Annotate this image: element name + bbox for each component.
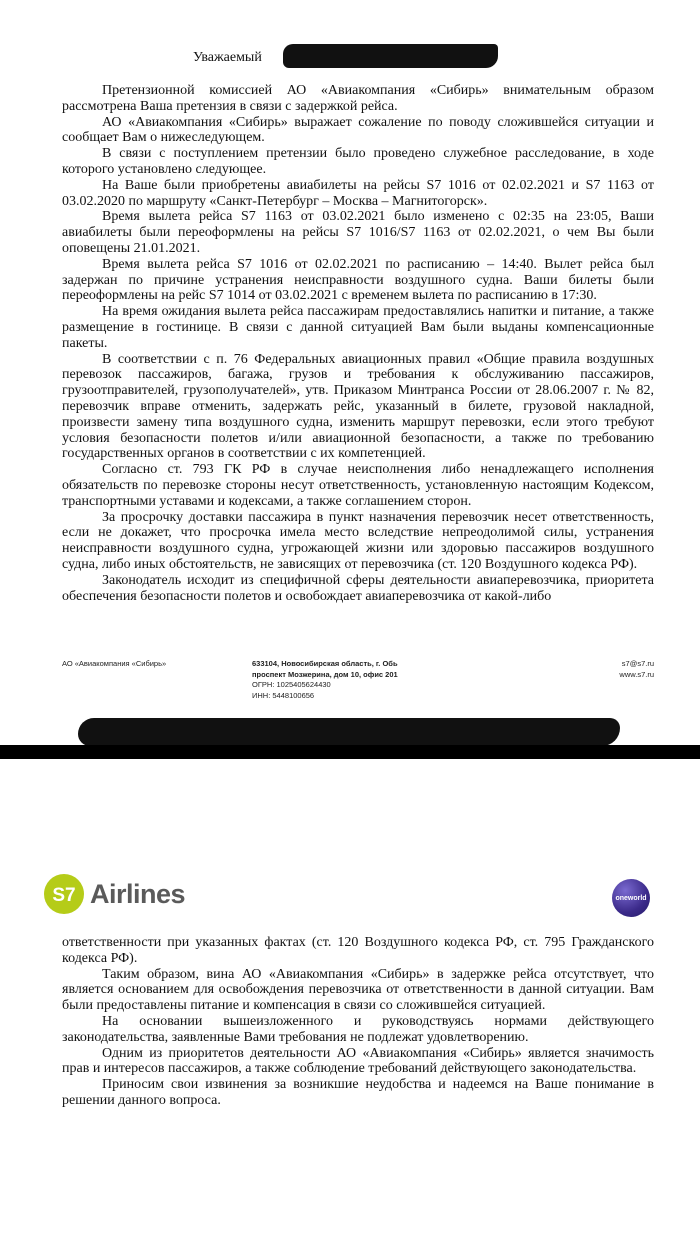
paragraph: На Ваше были приобретены авиабилеты на рейсы S7 1016 от 02.02.2021 и S7 1163 от 03.02.2020 по маршруту «Санкт-Петербург – Москва – Магнитогорск». — [62, 177, 654, 209]
s7-logo-icon — [44, 874, 84, 914]
paragraph-continuation: ответственности при указанных фактах (ст. 120 Воздушного кодекса РФ, ст. 795 Гражданского кодекса РФ). — [62, 935, 654, 966]
footer-email[interactable]: s7@s7.ru — [621, 659, 654, 668]
paragraph: В связи с поступлением претензии было проведено служебное расследование, в ходе которого установлено следующее. — [62, 146, 654, 177]
footer-inn: ИНН: 5448100656 — [252, 690, 315, 700]
s7-airlines-logo — [44, 874, 185, 914]
paragraph: На основании вышеизложенного и руководствуясь нормами действующего законодательства, заявленные Вами требования не подлежат удовлетворению. — [62, 1013, 654, 1045]
paragraph: АО «Авиакомпания «Сибирь» выражает сожаление по поводу сложившейся ситуации и сообщает Вам о нижеследующем. — [62, 114, 654, 146]
footer-company: АО «Авиакомпания «Сибирь» — [62, 659, 167, 668]
footer-address-line1: 633104, Новосибирская область, г. Обь — [252, 659, 398, 668]
paragraph: Время вылета рейса S7 1016 от 02.02.2021 по расписанию – 14:40. Вылет рейса был задержан по причине устранения неисправности воздушного судна. Ваши билеты были переоформлены на рейс S7 1014 от 03.02.2021 с временем вылета по расписанию в 17:30. — [62, 256, 654, 304]
letter-body-page-1 — [62, 83, 654, 604]
footer-ogrn: ОГРН: 1025405624430 — [252, 680, 331, 689]
footer-address — [252, 659, 398, 701]
footer-website[interactable]: www.s7.ru — [619, 669, 654, 679]
logo-text: Airlines — [90, 878, 186, 909]
footer-contacts — [619, 659, 654, 680]
oneworld-logo-icon — [612, 879, 650, 917]
redacted-signature — [78, 718, 620, 746]
paragraph: На время ожидания вылета рейса пассажирам предоставлялись напитки и питание, а также размещение в гостинице. В связи с данной ситуацией Вам были выданы компенсационные пакеты. — [62, 304, 654, 351]
redacted-recipient-name — [283, 44, 498, 68]
paragraph: Претензионной комиссией АО «Авиакомпания «Сибирь» внимательным образом рассмотрена Ваша претензия в связи с задержкой рейса. — [62, 83, 654, 114]
salutation: Уважаемый — [193, 50, 262, 65]
paragraph: Время вылета рейса S7 1163 от 03.02.2021 было изменено с 02:35 на 23:05, Ваши авиабилеты были переоформлены на рейсы S7 1016/S7 1163 от 02.02.2021, о чем Вы были оповещены 21.01.2021. — [62, 209, 654, 256]
paragraph: Согласно ст. 793 ГК РФ в случае неисполнения либо ненадлежащего исполнения обязательств по перевозке стороны несут ответственность, установленную настоящим Кодексом, транспортными уставами и кодексами, а также соглашением сторон. — [62, 462, 654, 509]
alliance-label: oneworld — [615, 894, 647, 902]
footer-address-line2: проспект Мозжерина, дом 10, офис 201 — [252, 669, 398, 679]
paragraph: В соответствии с п. 76 Федеральных авиационных правил «Общие правила воздушных перевозок пассажиров, багажа, грузов и требования к обслуживанию пассажиров, грузоотправителей, грузополучателей», утв. Приказом Минтранса России от 28.06.2007 г. № 82, перевозчик вправе отменить, задержать рейс, указанный в билете, грузовой накладной, произвести замену типа воздушного судна, изменить маршрут перевозки, если этого требуют условия безопасности полетов и/или авиационной безопасности, а также по требованию государственных органов в соответствии с их компетенцией. — [62, 351, 654, 462]
paragraph: Приносим свои извинения за возникшие неудобства и надеемся на Ваше понимание в решении данного вопроса. — [62, 1077, 654, 1108]
paragraph: Законодатель исходит из специфичной сферы деятельности авиаперевозчика, приоритета обеспечения безопасности полетов и освобождает авиаперевозчика от какой-либо — [62, 572, 654, 604]
paragraph: За просрочку доставки пассажира в пункт назначения перевозчик несет ответственность, если не докажет, что просрочка имела место вследствие непреодолимой силы, устранения неисправности воздушного судна, угрожающей жизни или здоровью пассажиров воздушного судна, либо иных обстоятельств, не зависящих от перевозчика (ст. 120 Воздушного кодекса РФ). — [62, 509, 654, 572]
page-separator — [0, 745, 700, 759]
logo-mark: S7 — [52, 885, 76, 906]
letter-body-page-2 — [62, 935, 654, 1109]
paragraph: Одним из приоритетов деятельности АО «Авиакомпания «Сибирь» является значимость прав и интересов пассажиров, а также соблюдение требований действующего законодательства. — [62, 1045, 654, 1077]
paragraph: Таким образом, вина АО «Авиакомпания «Сибирь» в задержке рейса отсутствует, что является основанием для освобождения перевозчика от ответственности в данной ситуации. Вам были предоставлены питание и компенсация в связи со сложившейся ситуацией. — [62, 966, 654, 1014]
